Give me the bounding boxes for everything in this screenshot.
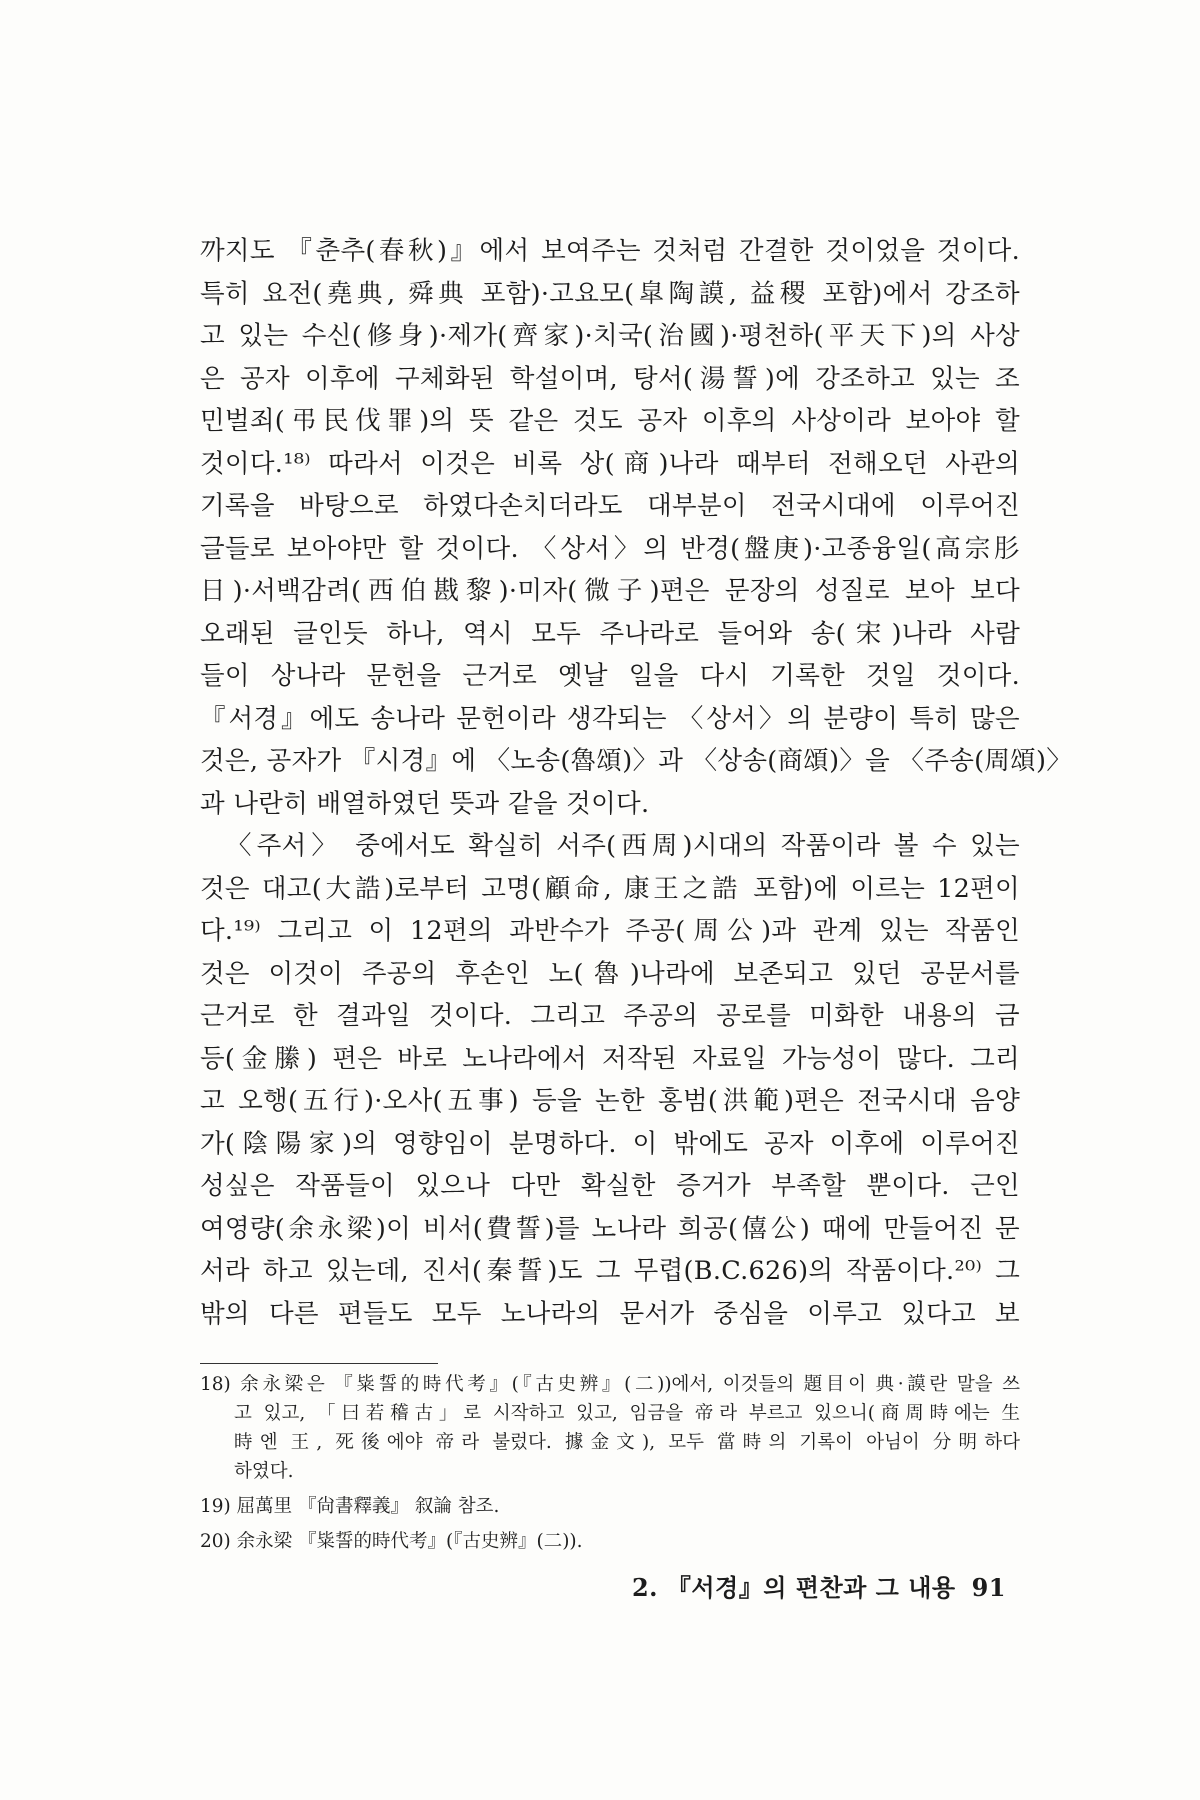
text-line: 까지도 『춘추(春秋)』에서 보여주는 것처럼 간결한 것이었을 것이다. (200, 236, 1020, 266)
text-line: 민벌죄(弔民伐罪)의 뜻 같은 것도 공자 이후의 사상이라 보아야 할 (200, 406, 1020, 436)
text-line: 과 나란히 배열하였던 뜻과 같을 것이다. (200, 788, 650, 819)
text-line: 것은, 공자가 『시경』에 〈노송(魯頌)〉과 〈상송(商頌)〉을 〈주송(周頌)〉 (200, 746, 1073, 776)
paragraph-start-line: 〈주서〉 중에서도 확실히 서주(西周)시대의 작품이라 볼 수 있는 (226, 831, 1020, 861)
text-line: 고 있는 수신(修身)·제가(齊家)·치국(治國)·평천하(平天下)의 사상 (200, 321, 1020, 351)
footnote-divider (200, 1363, 438, 1364)
page-number: 91 (971, 1573, 1006, 1602)
footnote-line: 18) 余永梁은 『粊誓的時代考』(『古史辨』(二))에서, 이것들의 題目이 典·謨란 말을 쓰 (200, 1374, 1020, 1395)
footnote-20 (200, 1527, 1020, 1556)
text-line: 가(陰陽家)의 영향임이 분명하다. 이 밖에도 공자 이후에 이루어진 (200, 1128, 1020, 1159)
text-line: 『서경』에도 송나라 문헌이라 생각되는 〈상서〉의 분량이 특히 많은 (200, 703, 1020, 734)
text-line: 밖의 다른 편들도 모두 노나라의 문서가 중심을 이루고 있다고 보 (200, 1298, 1020, 1329)
text-line: 여영량(余永梁)이 비서(費誓)를 노나라 희공(僖公) 때에 만들어진 문 (200, 1213, 1020, 1244)
running-footer (632, 1568, 1006, 1603)
footnote-19 (200, 1492, 1020, 1521)
footnote-line: 19) 屈萬里 『尙書釋義』 叙論 참조. (200, 1496, 500, 1517)
text-line: 은 공자 이후에 구체화된 학설이며, 탕서(湯誓)에 강조하고 있는 조 (200, 363, 1020, 394)
text-line: 것은 이것이 주공의 후손인 노(魯)나라에 보존되고 있던 공문서를 (200, 958, 1020, 989)
text-line: 것이다.¹⁸⁾ 따라서 이것은 비록 상(商)나라 때부터 전해오던 사관의 (200, 448, 1020, 479)
text-line: 日)·서백감려(西伯戡黎)·미자(微子)편은 문장의 성질로 보아 보다 (200, 576, 1020, 606)
text-line: 것은 대고(大誥)로부터 고명(顧命, 康王之誥 포함)에 이르는 12편이 (200, 873, 1020, 904)
footnotes (200, 1370, 1020, 1556)
text-line: 기록을 바탕으로 하였다손치더라도 대부분이 전국시대에 이루어진 (200, 491, 1020, 521)
text-line: 서라 하고 있는데, 진서(秦誓)도 그 무렵(B.C.626)의 작품이다.²⁰⁾ 그 (200, 1256, 1020, 1286)
footnote-line: 20) 余永梁 『粊誓的時代考』(『古史辨』(二)). (200, 1531, 583, 1552)
text-line: 다.¹⁹⁾ 그리고 이 12편의 과반수가 주공(周公)과 관계 있는 작품인 (200, 916, 1020, 946)
text-line: 성싶은 작품들이 있으나 다만 확실한 증거가 부족할 뿐이다. 근인 (200, 1171, 1020, 1201)
text-line: 글들로 보아야만 할 것이다. 〈상서〉의 반경(盤庚)·고종융일(高宗肜 (200, 533, 1020, 564)
running-title: 2. 『서경』의 편찬과 그 내용 (631, 1573, 956, 1602)
footnote-18 (200, 1370, 1020, 1486)
main-text (200, 230, 1073, 1335)
text-line: 특히 요전(堯典, 舜典 포함)·고요모(皐陶謨, 益稷 포함)에서 강조하 (200, 278, 1020, 309)
text-line: 근거로 한 결과일 것이다. 그리고 주공의 공로를 미화한 내용의 금 (200, 1001, 1020, 1031)
footnote-line: 하였다. (234, 1461, 294, 1482)
text-line: 등(金縢) 편은 바로 노나라에서 저작된 자료일 가능성이 많다. 그리 (200, 1043, 1020, 1074)
footnote-line: 고 있고, 「曰若稽古」로 시작하고 있고, 임금을 帝라 부르고 있으니(商周時에는 生 (234, 1403, 1020, 1424)
text-line: 오래된 글인듯 하나, 역시 모두 주나라로 들어와 송(宋)나라 사람 (200, 618, 1020, 649)
text-line: 고 오행(五行)·오사(五事) 등을 논한 홍범(洪範)편은 전국시대 음양 (200, 1086, 1020, 1116)
text-line: 들이 상나라 문헌을 근거로 옛날 일을 다시 기록한 것일 것이다. (200, 661, 1020, 691)
footnote-line: 時엔 王, 死後에야 帝라 불렀다. 據金文), 모두 當時의 기록이 아님이 分明하다 (234, 1432, 1020, 1453)
